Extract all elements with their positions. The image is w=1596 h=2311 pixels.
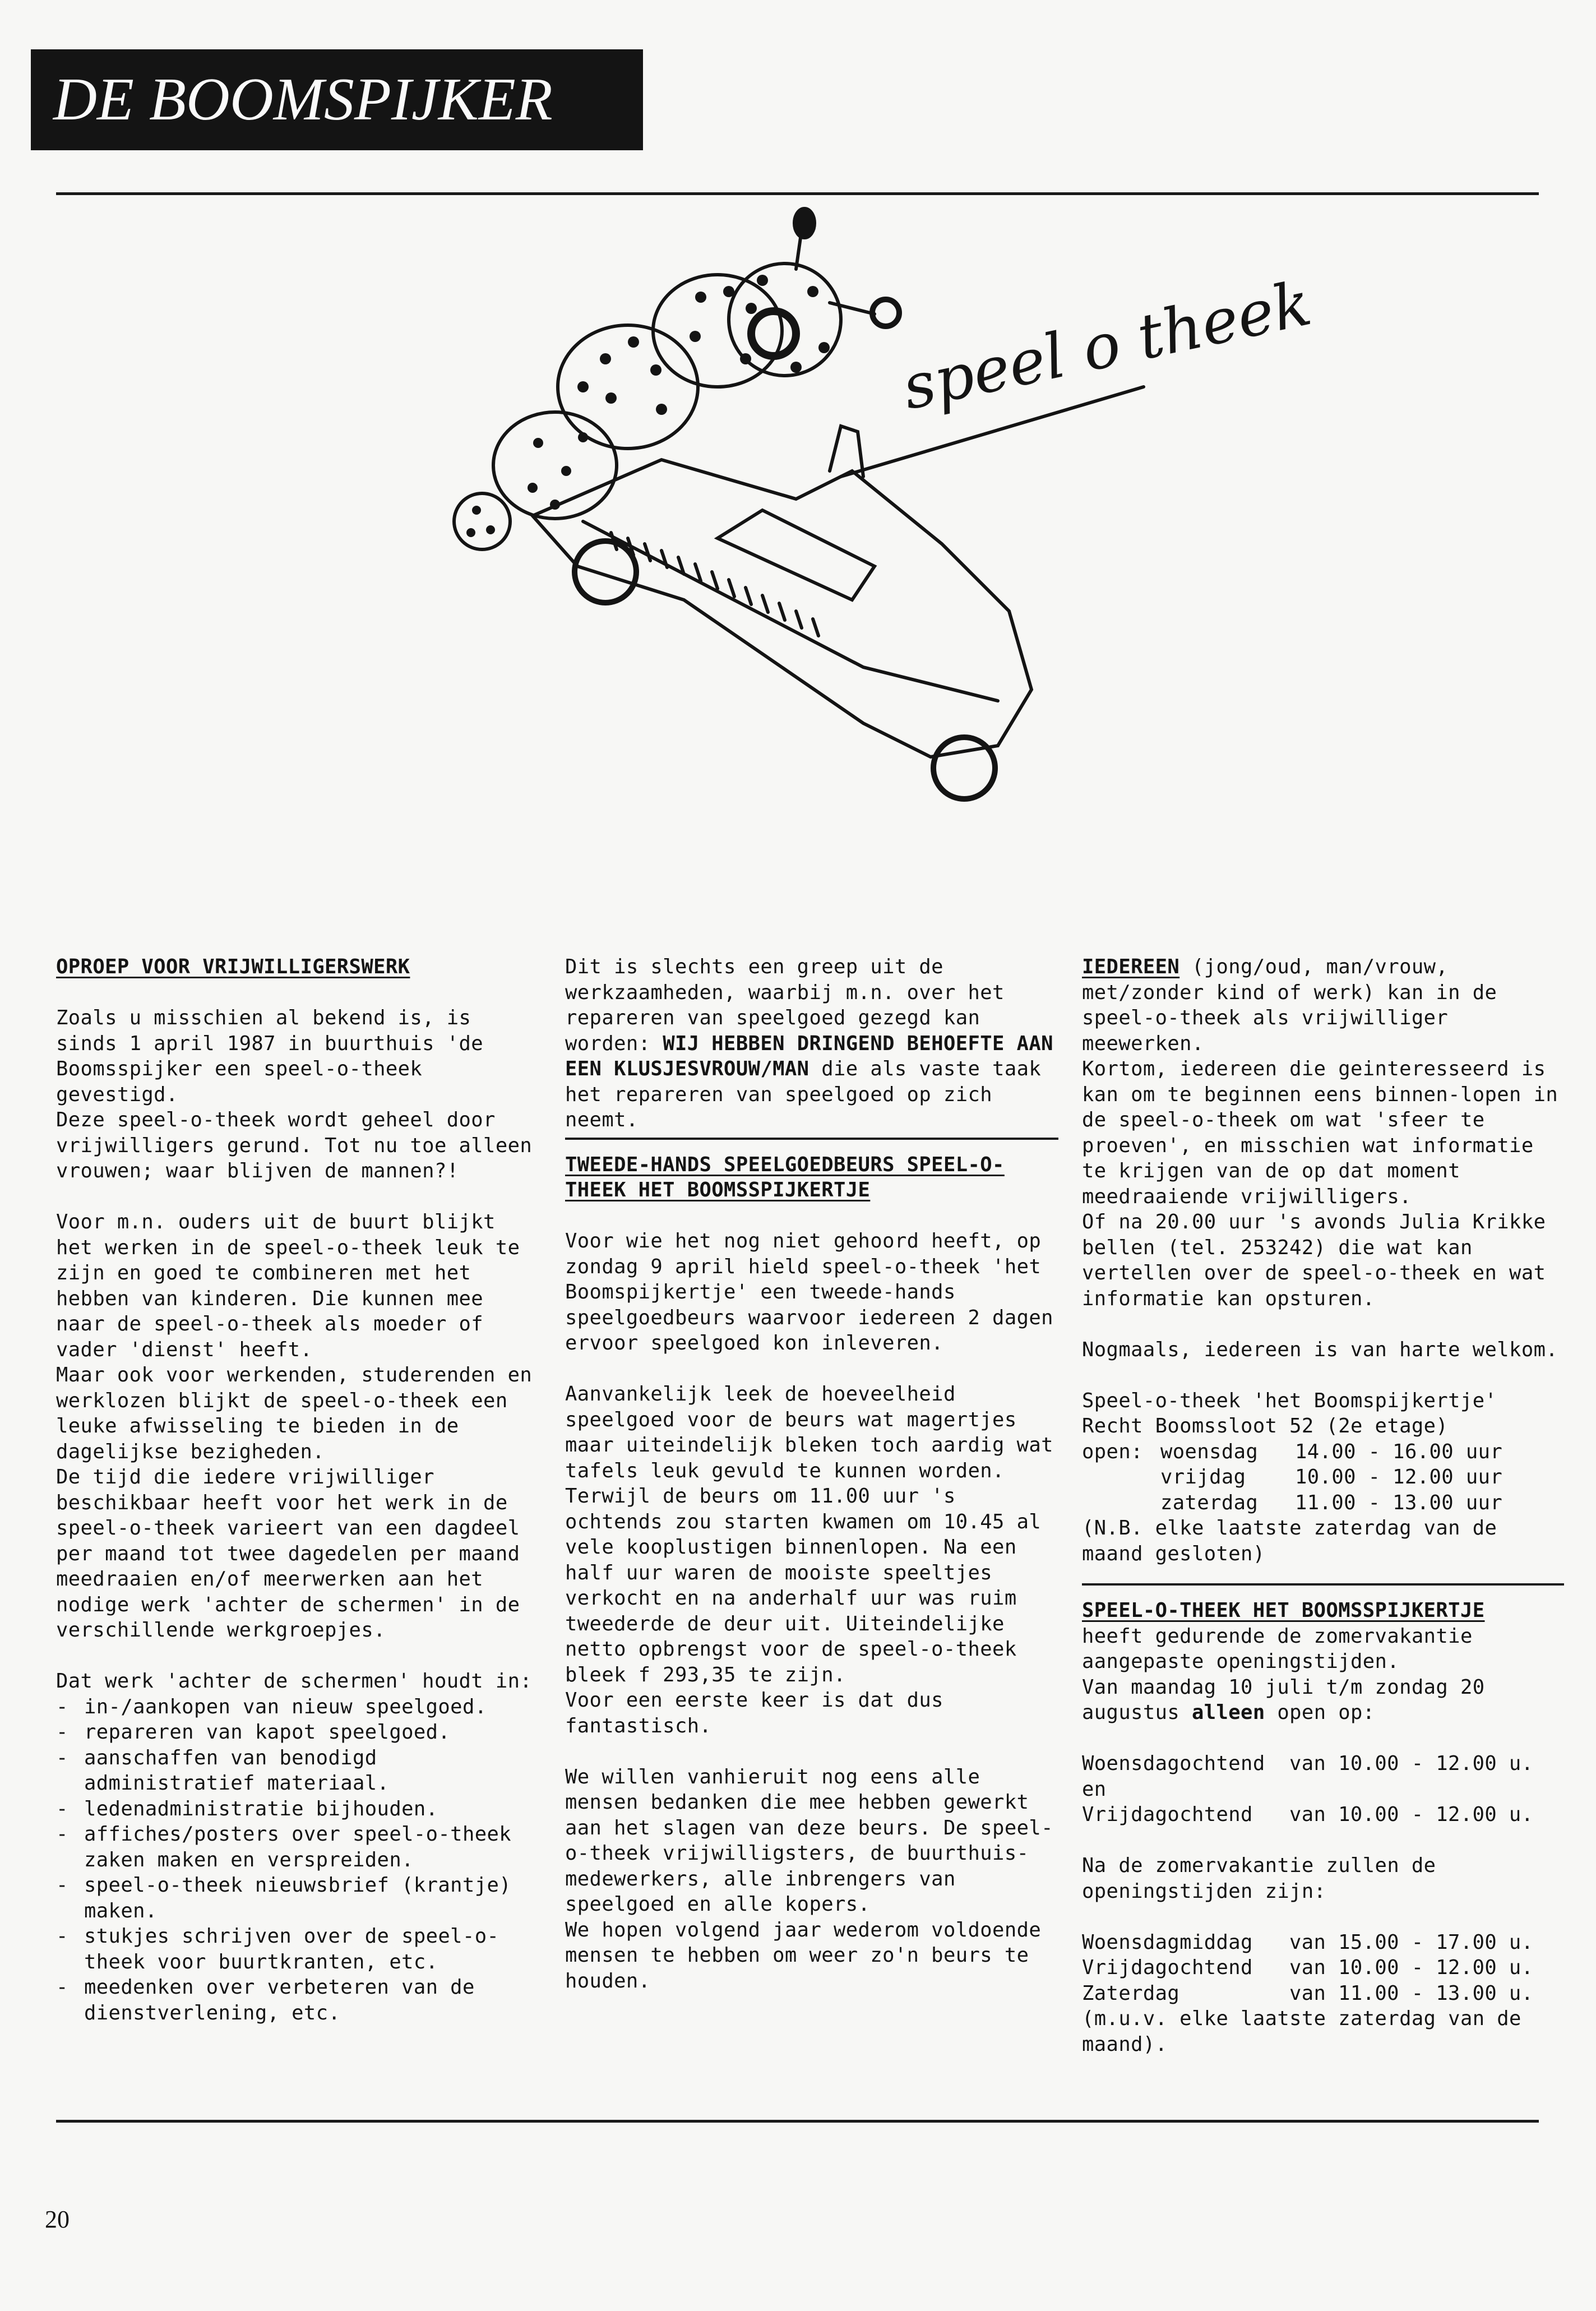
caterpillar-car-drawing [370, 207, 1317, 858]
car-wheel [575, 541, 636, 603]
paragraph: Dat werk 'achter de schermen' houdt in: [56, 1670, 533, 1693]
list-item: - ledenadministratie bijhouden. [56, 1796, 538, 1822]
heading-volunteer-call: OPROEP VOOR VRIJWILLIGERSWERK [56, 955, 410, 978]
paragraph: IEDEREEN (jong/oud, man/vrouw, met/zonder kind of werk) kan in de speel-o-theek als vrijwilliger meewerken. Kortom, iedereen die geinteresseerd is kan om te beginnen eens binnen-lopen in de speel-o-theek om wat 'sfeer te proeven', en misschien wat informatie te krijgen van de op dat moment meedraaiende vrijwilligers. Of na 20.00 uur 's avonds Julia Krikke bellen (tel. 253242) die wat kan vertellen over de speel-o-theek en wat informatie kan opsturen. [1082, 955, 1558, 1310]
after-summer-hours-table: Woensdagmiddag van 15.00 - 17.00 u. Vrijdagochtend van 10.00 - 12.00 u. Zaterdag van 11.00 - 13.00 u. [1082, 1930, 1534, 2005]
emphasis-bold: WIJ HEBBEN DRINGEND BEHOEFTE AAN EEN KLUSJESVROUW/MAN [565, 1032, 1066, 1080]
note: (m.u.v. elke laatste zaterdag van de maand). [1082, 2007, 1534, 2056]
list-item: - in-/aankopen van nieuw speelgoed. [56, 1694, 538, 1720]
paragraph: Dit is slechts een greep uit de werkzaamheden, waarbij m.n. over het repareren van speelgoed gezegd kan worden: WIJ HEBBEN DRINGEND BEHOEFTE AAN EEN KLUSJESVROUW/MAN die als vaste taak het repareren van speelgoed op zich neemt. [565, 955, 1066, 1131]
address-line: Speel-o-theek 'het Boomspijkertje' [1082, 1389, 1497, 1412]
speelotheek-illustration [370, 207, 1317, 858]
paragraph: We willen vanhieruit nog eens alle mensen bedanken die mee hebben gewerkt aan het slagen van deze beurs. De speel-o-theek vrijwilligsters, de buurthuis-medewerkers, alle inbrengers van speelgoed en alle kopers. We hopen volgend jaar wederom voldoende mensen te hebben om weer zo'n beurs te houden. [565, 1765, 1053, 1993]
caterpillar-tail [454, 493, 510, 549]
list-item: - stukjes schrijven over de speel-o-theek voor buurtkranten, etc. [56, 1924, 538, 1975]
list-item: - affiches/posters over speel-o-theek zaken maken en verspreiden. [56, 1822, 538, 1873]
paragraph: Zoals u misschien al bekend is, is sinds 1 april 1987 in buurthuis 'de Boomsspijker een speel-o-theek gevestigd. Deze speel-o-theek wordt geheel door vrijwilligers gerund. Tot nu toe alleen vrouwen; waar blijven de mannen?! [56, 1006, 533, 1182]
column-opening-hours [1082, 954, 1564, 2057]
paragraph: Aanvankelijk leek de hoeveelheid speelgoed voor de beurs wat magertjes maar uiteindelijk bleken toch aardig wat tafels leuk gevuld te kunnen worden. Terwijl de beurs om 11.00 uur 's ochtends zou starten kwamen om 10.45 al vele kooplustigen binnenlopen. Na een half uur waren de mooiste speeltjes verkocht en na anderhalf uur was ruim tweederde de deur uit. Uiteindelijke netto opbrengst voor de speel-o-theek bleek f 293,35 te zijn. Voor een eerste keer is dat dus fantastisch. [565, 1383, 1053, 1737]
list-item: - meedenken over verbeteren van de dienstverlening, etc. [56, 1975, 538, 2026]
page-number: 20 [45, 2206, 70, 2233]
heading-toy-fair: TWEEDE-HANDS SPEELGOEDBEURS SPEEL-O-THEEK HET BOOMSSPIJKERTJE [565, 1153, 1005, 1201]
bottom-divider [56, 2120, 1539, 2123]
paragraph: heeft gedurende de zomervakantie aangepaste openingstijden. Van maandag 10 juli t/m zondag 20 augustus alleen open op: [1082, 1624, 1485, 1724]
emphasis-bold: alleen [1191, 1701, 1265, 1724]
caterpillar-mouth [751, 311, 796, 356]
section-divider [565, 1138, 1058, 1140]
masthead-title: DE BOOMSPIJKER [31, 49, 643, 150]
task-list [56, 1694, 538, 2026]
summer-hours-table: Woensdagochtend van 10.00 - 12.00 u. en Vrijdagochtend van 10.00 - 12.00 u. [1082, 1752, 1534, 1826]
paragraph: Voor m.n. ouders uit de buurt blijkt het werken in de speel-o-theek leuk te zijn en goed te combineren met het hebben van kinderen. Die kunnen mee naar de speel-o-theek als moeder of vader 'dienst' heeft. Maar ook voor werkenden, studerenden en werklozen blijkt de speel-o-theek een leuke afwisseling te bieden in de dagelijkse bezigheden. De tijd die iedere vrijwilliger beschikbaar heeft voor het werk in de speel-o-theek varieert van een dagdeel per maand tot twee dagedelen per maand meedraaien en/of meerwerken aan het nodige werk 'achter de schermen' in de verschillende werkgroepjes. [56, 1210, 533, 1642]
car-wheel [933, 737, 995, 799]
address-line: Recht Boomssloot 52 (2e etage) [1082, 1415, 1449, 1438]
list-item: - aanschaffen van benodigd administratief materiaal. [56, 1745, 538, 1796]
heading-summer-hours: SPEEL-O-THEEK HET BOOMSSPIJKERTJE [1082, 1599, 1485, 1622]
paragraph: Nogmaals, iedereen is van harte welkom. [1082, 1338, 1558, 1361]
paragraph: Na de zomervakantie zullen de openingstijden zijn: [1082, 1854, 1449, 1903]
note: (N.B. elke laatste zaterdag van de maand gesloten) [1082, 1517, 1510, 1565]
paragraph: Voor wie het nog niet gehoord heeft, op zondag 9 april hield speel-o-theek 'het Boomspijkertje' een tweede-hands speelgoedbeurs waarvoor iedereen 2 dagen ervoor speelgoed kon inleveren. [565, 1230, 1066, 1355]
list-item: - speel-o-theek nieuwsbrief (krantje) maken. [56, 1873, 538, 1924]
list-item: - repareren van kapot speelgoed. [56, 1720, 538, 1745]
emphasis-bold: IEDEREEN [1082, 955, 1180, 978]
section-divider [1082, 1583, 1564, 1586]
speelotheek-logo-text: speel o theek [896, 267, 1317, 424]
opening-hours-table: open: woensdag 14.00 - 16.00 uur vrijdag 10.00 - 12.00 uur zaterdag 11.00 - 13.00 uur [1082, 1440, 1503, 1514]
column-toy-fair [565, 954, 1066, 1994]
top-divider [56, 192, 1539, 195]
column-volunteers [56, 954, 538, 2026]
